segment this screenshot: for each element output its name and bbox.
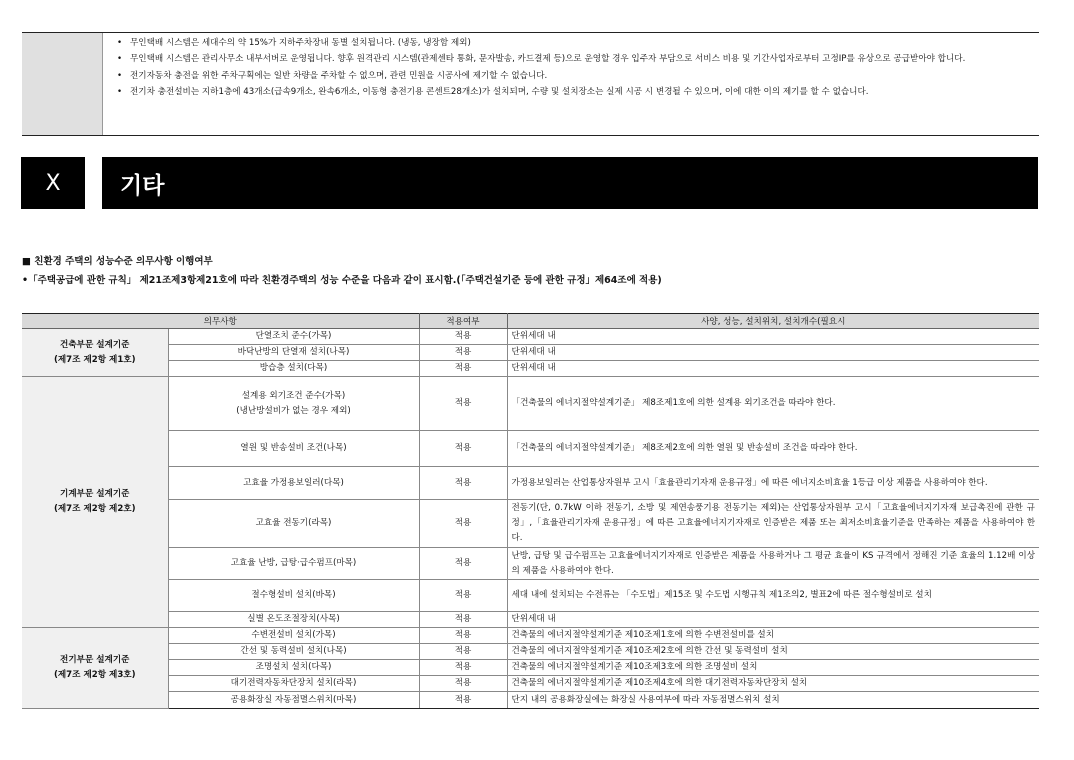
- applied-cell: 적용: [419, 628, 507, 644]
- item-cell: 바닥난방의 단열재 설치(나목): [168, 345, 419, 361]
- table-row: [22, 676, 1039, 692]
- header-obligation: 의무사항: [22, 314, 419, 329]
- spec-cell: 건축물의 에너지절약설계기준 제10조제2호에 의한 간선 및 동력설비 설치: [507, 644, 1039, 660]
- item-cell: 설계용 외기조건 준수(가목) (냉난방설비가 없는 경우 제외): [168, 377, 419, 431]
- table-row: [22, 660, 1039, 676]
- applied-cell: 적용: [419, 361, 507, 377]
- applied-cell: 적용: [419, 692, 507, 709]
- spec-cell: 세대 내에 설치되는 수전류는 「수도법」제15조 및 수도법 시행규칙 제1조의2, 별표2에 따른 절수형설비로 설치: [507, 580, 1039, 612]
- table-header-row: [22, 314, 1039, 329]
- note-item: • 무인택배 시스템은 세대수의 약 15%가 지하주차장내 동별 설치됩니다. (냉동, 냉장함 제외): [117, 38, 471, 48]
- category-cell: 건축부문 설계기준 (제7조 제2항 제1호): [22, 329, 168, 377]
- notes-label-cell: [22, 33, 103, 135]
- item-cell: 고효율 난방, 급탕·급수펌프(마목): [168, 548, 419, 580]
- table-row: [22, 361, 1039, 377]
- spec-cell: 전동기(단, 0.7kW 이하 전동기, 소방 및 제연송풍기용 전동기는 제외)는 산업통상자원부 고시「고효율에너지기자재 보급촉진에 관한 규정」,「효율관리기자재 운용규정」에 따른 고효율에너지기자재로 인증받은 제품 또는 최저소비효율기준을 만족하는 제품을 사용하여야 한다.: [507, 500, 1039, 548]
- description-line: •「주택공급에 관한 규칙」 제21조제3항제21호에 따라 친환경주택의 성능 수준을 다음과 같이 표시함.(「주택건설기준 등에 관한 규정」제64조에 적용): [22, 275, 662, 286]
- subheading: ■ 친환경 주택의 성능수준 의무사항 이행여부: [22, 256, 213, 267]
- applied-cell: 적용: [419, 500, 507, 548]
- table-row: [22, 548, 1039, 580]
- item-cell: 고효율 가정용보일러(다목): [168, 467, 419, 500]
- applied-cell: 적용: [419, 660, 507, 676]
- spec-cell: 건축물의 에너지절약설계기준 제10조제1호에 의한 수변전설비를 설치: [507, 628, 1039, 644]
- spec-cell: 「건축물의 에너지절약설계기준」 제8조제2호에 의한 열원 및 반송설비 조건을 따라야 한다.: [507, 431, 1039, 467]
- applied-cell: 적용: [419, 548, 507, 580]
- header-applied: 적용여부: [419, 314, 507, 329]
- notes-list: [103, 33, 1039, 135]
- item-cell: 방습층 설치(다목): [168, 361, 419, 377]
- table-row: [22, 329, 1039, 345]
- table-row: [22, 644, 1039, 660]
- table-row: [22, 580, 1039, 612]
- applied-cell: 적용: [419, 644, 507, 660]
- applied-cell: 적용: [419, 467, 507, 500]
- applied-cell: 적용: [419, 329, 507, 345]
- spec-cell: 건축물의 에너지절약설계기준 제10조제4호에 의한 대기전력자동차단장치 설치: [507, 676, 1039, 692]
- performance-table: [22, 313, 1039, 709]
- applied-cell: 적용: [419, 676, 507, 692]
- spec-cell: 「건축물의 에너지절약설계기준」 제8조제1호에 의한 설계용 외기조건을 따라야 한다.: [507, 377, 1039, 431]
- spec-cell: 가정용보일러는 산업통상자원부 고시「효율관리기자재 운용규정」에 따른 에너지소비효율 1등급 이상 제품을 사용하여야 한다.: [507, 467, 1039, 500]
- header-spec: 사양, 성능, 설치위치, 설치개수(필요시: [507, 314, 1039, 329]
- item-cell: 고효율 전동기(라목): [168, 500, 419, 548]
- item-cell: 대기전력자동차단장치 설치(라목): [168, 676, 419, 692]
- note-item: • 전기자동차 충전을 위한 주차구획에는 일반 차량을 주차할 수 없으며, 관련 민원을 시공사에 제기할 수 없습니다.: [117, 70, 548, 81]
- table-row: [22, 467, 1039, 500]
- notes-block: [22, 32, 1039, 136]
- applied-cell: 적용: [419, 431, 507, 467]
- spec-cell: 단위세대 내: [507, 329, 1039, 345]
- table-row: [22, 628, 1039, 644]
- item-cell: 간선 및 동력설비 설치(나목): [168, 644, 419, 660]
- category-cell: 전기부문 설계기준 (제7조 제2항 제3호): [22, 628, 168, 709]
- spec-cell: 단위세대 내: [507, 361, 1039, 377]
- spec-cell: 단위세대 내: [507, 612, 1039, 628]
- note-item: • 전기차 충전설비는 지하1층에 43개소(급속9개소, 완속6개소, 이동형 충전기용 콘센트28개소)가 설치되며, 수량 및 설치장소는 실제 시공 시 변경될 수 있으며, 이에 대한 이의 제기를 할 수 없습니다.: [117, 87, 869, 98]
- applied-cell: 적용: [419, 377, 507, 431]
- spec-cell: 단지 내의 공용화장실에는 화장실 사용여부에 따라 자동점멸스위치 설치: [507, 692, 1039, 709]
- spec-cell: 난방, 급탕 및 급수펌프는 고효율에너지기자재로 인증받은 제품을 사용하거나 그 평균 효율이 KS 규격에서 정해진 기준 효율의 1.12배 이상의 제품을 사용하여야 한다.: [507, 548, 1039, 580]
- spec-cell: 단위세대 내: [507, 345, 1039, 361]
- note-item: • 무인택배 시스템은 관리사무소 내부서버로 운영됩니다. 향후 원격관리 시스템(관제센타 통화, 문자발송, 카드결제 등)으로 운영할 경우 입주자 부담으로 서비스 비용 및 기간사업자로부터 고정IP를 유상으로 공급받아야 합니다.: [117, 54, 966, 65]
- item-cell: 절수형설비 설치(바목): [168, 580, 419, 612]
- applied-cell: 적용: [419, 580, 507, 612]
- section-number: X: [21, 157, 85, 209]
- table-row: [22, 500, 1039, 548]
- table-row: [22, 345, 1039, 361]
- item-cell: 수변전설비 설치(가목): [168, 628, 419, 644]
- section-title: 기타: [102, 157, 1038, 209]
- item-cell: 공용화장실 자동점멸스위치(마목): [168, 692, 419, 709]
- item-cell: 실별 온도조절장치(사목): [168, 612, 419, 628]
- table-row: [22, 377, 1039, 431]
- table-row: [22, 431, 1039, 467]
- applied-cell: 적용: [419, 612, 507, 628]
- spec-cell: 건축물의 에너지절약설계기준 제10조제3호에 의한 조명설비 설치: [507, 660, 1039, 676]
- table-row: [22, 612, 1039, 628]
- category-cell: 기계부문 설계기준 (제7조 제2항 제2호): [22, 377, 168, 628]
- table-row: [22, 692, 1039, 709]
- applied-cell: 적용: [419, 345, 507, 361]
- item-cell: 열원 및 반송설비 조건(나목): [168, 431, 419, 467]
- item-cell: 단열조치 준수(가목): [168, 329, 419, 345]
- item-cell: 조명설치 설치(다목): [168, 660, 419, 676]
